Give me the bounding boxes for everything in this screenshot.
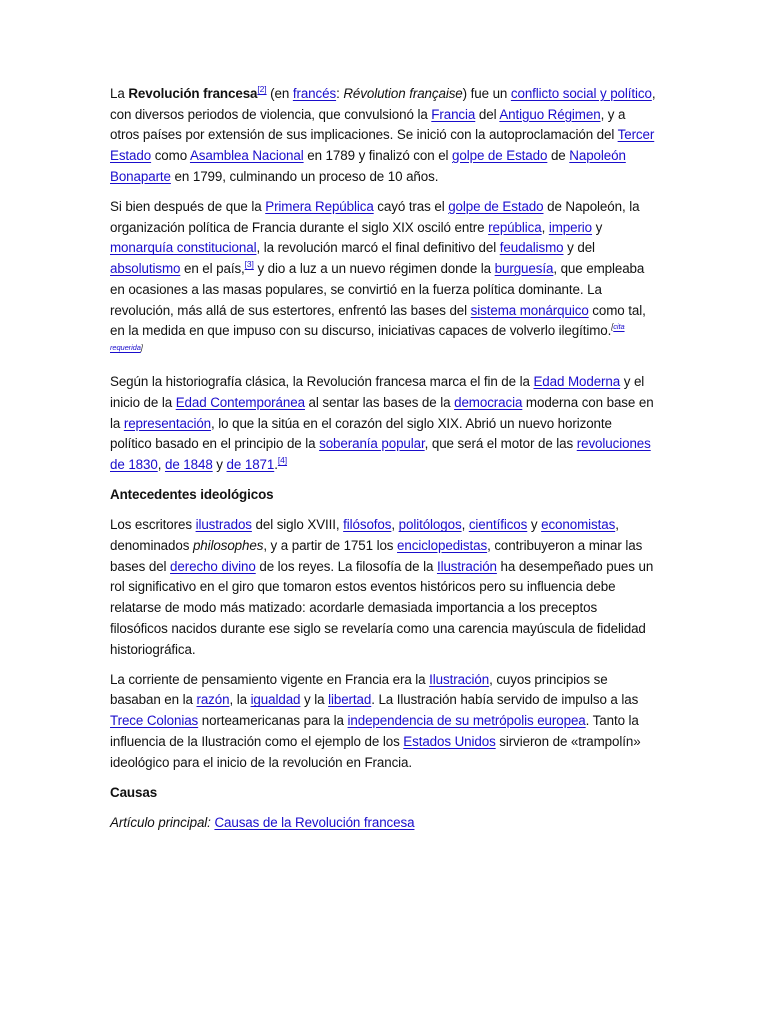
link-revoluciones-1830[interactable]: revoluciones de 1830 xyxy=(110,436,651,472)
french-name: Révolution française xyxy=(343,86,463,101)
link-derecho-divino[interactable]: derecho divino xyxy=(170,558,256,574)
text: , la xyxy=(229,692,251,708)
text: y del xyxy=(563,240,595,256)
link-cita-requerida[interactable]: cita requerida xyxy=(110,322,625,352)
link-economistas[interactable]: economistas xyxy=(541,517,616,533)
text: de los reyes. La filosofía de la xyxy=(255,558,437,574)
text: (en xyxy=(266,86,293,101)
link-asamblea-nacional[interactable]: Asamblea Nacional xyxy=(189,148,304,164)
text: , que empleaba en ocasiones a las masas populares, se convirtió en la fuerza política dominante. La revolución, más allá de sus estertores, enfrentó las bases del xyxy=(110,261,645,318)
text: Los escritores xyxy=(110,517,196,533)
link-francia[interactable]: Francia xyxy=(431,106,476,122)
link-trece-colonias[interactable]: Trece Colonias xyxy=(110,713,199,729)
text: en el país, xyxy=(180,261,245,277)
link-absolutismo[interactable]: absolutismo xyxy=(110,261,181,277)
link-ilustrados[interactable]: ilustrados xyxy=(195,517,252,533)
text: , con diversos periodos de violencia, que convulsionó la xyxy=(110,86,656,122)
text: , contribuyeron a minar las bases del xyxy=(110,538,643,574)
paragraph-3 xyxy=(110,372,656,476)
text: La corriente de pensamiento vigente en Francia era la xyxy=(110,671,430,687)
text: y xyxy=(212,456,227,472)
paragraph-5 xyxy=(110,670,656,774)
text: , xyxy=(461,517,469,533)
text: Si bien después de que la xyxy=(110,199,266,215)
link-antiguo-regimen[interactable]: Antiguo Régimen xyxy=(499,106,601,122)
text: , xyxy=(157,456,165,472)
link-primera-republica[interactable]: Primera República xyxy=(265,199,374,215)
main-article-note xyxy=(110,813,656,834)
link-golpe-de-estado[interactable]: golpe de Estado xyxy=(448,199,544,215)
section-heading-causas: Causas xyxy=(110,784,158,800)
text: moderna con base en la xyxy=(110,394,654,431)
link-conflicto-social[interactable]: conflicto social y político xyxy=(510,86,652,101)
text: y el inicio de la xyxy=(110,374,645,410)
link-libertad[interactable]: libertad xyxy=(328,692,372,708)
link-ilustracion[interactable]: Ilustración xyxy=(429,671,490,687)
link-cientificos[interactable]: científicos xyxy=(468,517,528,533)
text: , xyxy=(541,219,549,235)
link-ilustracion[interactable]: Ilustración xyxy=(436,558,497,574)
link-monarquia-constitucional[interactable]: monarquía constitucional xyxy=(110,240,257,256)
text: , la revolución marcó el final definitivo del xyxy=(256,240,500,256)
text: . Tanto la influencia de la Ilustración como el ejemplo de los xyxy=(110,713,639,749)
text: en 1789 y finalizó con el xyxy=(303,148,453,164)
link-edad-moderna[interactable]: Edad Moderna xyxy=(533,374,621,390)
link-feudalismo[interactable]: feudalismo xyxy=(499,240,564,256)
article-subject: Revolución francesa xyxy=(128,86,258,101)
text: como xyxy=(151,148,190,164)
link-igualdad[interactable]: igualdad xyxy=(250,692,301,708)
link-tercer-estado[interactable]: Tercer Estado xyxy=(110,127,655,164)
text: y la xyxy=(300,692,329,708)
text: . xyxy=(274,456,278,472)
text: , y a partir de 1751 los xyxy=(263,538,398,554)
link-revolucion-1848[interactable]: de 1848 xyxy=(164,456,213,472)
link-filosofos[interactable]: filósofos xyxy=(343,517,392,533)
text: y dio a luz a un nuevo régimen donde la xyxy=(253,261,495,277)
text: ] xyxy=(140,342,143,352)
text: Según la historiografía clásica, la Revolución francesa marca el fin de la xyxy=(110,374,534,390)
link-politologos[interactable]: politólogos xyxy=(398,517,462,533)
text: del xyxy=(475,106,500,122)
text: y xyxy=(527,517,542,533)
reference-link-3[interactable]: [3] xyxy=(244,259,254,270)
text: , cuyos principios se basaban en la xyxy=(110,671,608,708)
text: , denominados xyxy=(110,517,619,554)
text: , que será el motor de las xyxy=(424,436,577,452)
text: cayó tras el xyxy=(373,199,449,215)
text: de xyxy=(547,148,570,164)
link-sistema-monarquico[interactable]: sistema monárquico xyxy=(470,302,589,318)
link-causas-revolucion[interactable]: Causas de la Revolución francesa xyxy=(214,815,415,830)
text: y xyxy=(592,219,603,235)
text: como tal, en la medida en que impuso con su discurso, iniciativas capaces de volverlo ilegítimo. xyxy=(110,302,646,339)
link-enciclopedistas[interactable]: enciclopedistas xyxy=(397,538,488,554)
link-independencia[interactable]: independencia de su metrópolis europea xyxy=(347,713,586,729)
section-heading-antecedentes: Antecedentes ideológicos xyxy=(110,487,274,503)
link-edad-contemporanea[interactable]: Edad Contemporánea xyxy=(175,394,305,410)
text: norteamericanas para la xyxy=(198,713,348,729)
link-estados-unidos[interactable]: Estados Unidos xyxy=(403,733,496,749)
link-golpe-de-estado[interactable]: golpe de Estado xyxy=(452,148,548,164)
text: , y a otros países por extensión de sus implicaciones. Se inició con la autoproclamación del xyxy=(110,106,626,143)
link-democracia[interactable]: democracia xyxy=(454,394,523,410)
text: ) fue un xyxy=(462,86,511,101)
article-body xyxy=(110,84,656,843)
text: : xyxy=(336,86,344,101)
link-representacion[interactable]: representación xyxy=(123,415,212,431)
text: , xyxy=(391,517,399,533)
intro-paragraph xyxy=(110,84,656,188)
paragraph-2 xyxy=(110,197,656,363)
text: al sentar las bases de la xyxy=(304,394,455,410)
link-revolucion-1871[interactable]: de 1871 xyxy=(226,456,275,472)
link-razon[interactable]: razón xyxy=(196,692,230,708)
text: de Napoleón, la organización política de Francia durante el siglo XIX osciló entre xyxy=(110,199,640,235)
philosophes-term: philosophes xyxy=(192,538,264,554)
link-imperio[interactable]: imperio xyxy=(548,219,593,235)
link-frances[interactable]: francés xyxy=(292,86,337,101)
link-republica[interactable]: república xyxy=(488,219,542,235)
text: sirvieron de «trampolín» ideológico para el inicio de la revolución en Francia. xyxy=(110,733,641,770)
text: [ xyxy=(611,322,614,332)
main-article-label: Artículo principal: xyxy=(110,815,211,830)
reference-link-4[interactable]: [4] xyxy=(277,454,288,465)
paragraph-4 xyxy=(110,515,656,660)
reference-link-2[interactable]: [2] xyxy=(257,84,267,94)
link-burguesia[interactable]: burguesía xyxy=(494,261,554,277)
text: , lo que la sitúa en el corazón del siglo XIX. Abrió un nuevo horizonte político basado en el principio de la xyxy=(110,415,612,452)
text: del siglo XVIII, xyxy=(251,517,344,533)
link-napoleon-bonaparte[interactable]: Napoleón Bonaparte xyxy=(110,148,626,184)
text: en 1799, culminando un proceso de 10 años. xyxy=(170,168,439,184)
link-soberania-popular[interactable]: soberanía popular xyxy=(319,436,425,452)
text: ha desempeñado pues un rol significativo en el giro que tomaron estos eventos históricos pero su influencia debe relatarse de modo más matizado: acordarle demasiada importancia a los preceptos filosóficos nacidos durante ese siglo se revelaría como una carencia mayúscula de fidelidad historiográfica. xyxy=(110,558,654,657)
text: La xyxy=(110,86,129,101)
text: . La Ilustración había servido de impulso a las xyxy=(371,692,639,708)
